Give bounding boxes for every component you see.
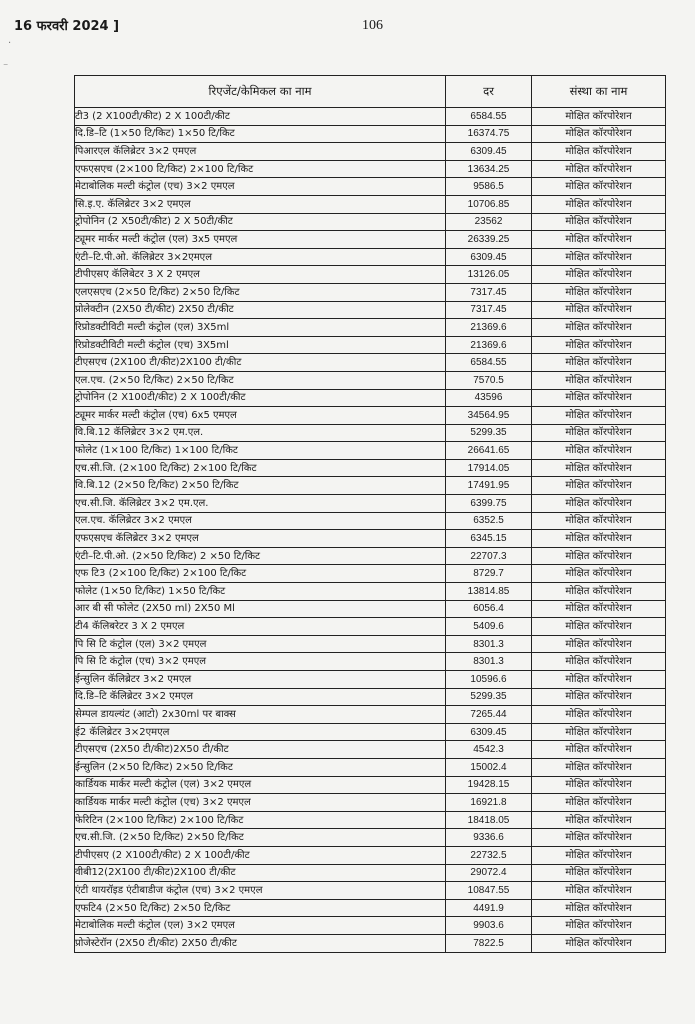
reagent-name-cell: टीएसएच (2X100 टी/कीट)2X100 टी/कीट bbox=[75, 354, 446, 372]
table-row bbox=[75, 283, 666, 301]
reagent-name-cell: वीबी12(2X100 टी/कीट)2X100 टी/कीट bbox=[75, 864, 446, 882]
rate-cell: 17914.05 bbox=[446, 459, 532, 477]
organization-cell: मोक्षित कॉरपोरेशन bbox=[532, 811, 666, 829]
rate-cell: 8301.3 bbox=[446, 635, 532, 653]
rate-cell: 5409.6 bbox=[446, 618, 532, 636]
table-row bbox=[75, 389, 666, 407]
reagent-rate-table bbox=[74, 75, 666, 953]
rate-cell: 6352.5 bbox=[446, 512, 532, 530]
rate-cell: 7317.45 bbox=[446, 301, 532, 319]
rate-cell: 7265.44 bbox=[446, 706, 532, 724]
table-row bbox=[75, 459, 666, 477]
header-date: 16 फरवरी 2024 ] bbox=[14, 19, 120, 34]
rate-cell: 22732.5 bbox=[446, 846, 532, 864]
table-row bbox=[75, 934, 666, 952]
rate-cell: 10596.6 bbox=[446, 671, 532, 689]
rate-cell: 8729.7 bbox=[446, 565, 532, 583]
reagent-name-cell: एंटी–टि.पी.ओ. कॅलिब्रेटर 3×2एमएल bbox=[75, 248, 446, 266]
rate-cell: 13126.05 bbox=[446, 266, 532, 284]
reagent-name-cell: टीएसएच (2X50 टी/कीट)2X50 टी/कीट bbox=[75, 741, 446, 759]
rate-cell: 6399.75 bbox=[446, 495, 532, 513]
reagent-name-cell: एल.एच. (2×50 टि/किट) 2×50 टि/किट bbox=[75, 371, 446, 389]
table-row bbox=[75, 336, 666, 354]
reagent-name-cell: प्रोजेस्टेरॉन (2X50 टी/कीट) 2X50 टी/कीट bbox=[75, 934, 446, 952]
rate-cell: 26641.65 bbox=[446, 442, 532, 460]
rate-cell: 10706.85 bbox=[446, 195, 532, 213]
organization-cell: मोक्षित कॉरपोरेशन bbox=[532, 143, 666, 161]
reagent-name-cell: मेटाबोलिक मल्टी कंट्रोल (एच) 3×2 एमएल bbox=[75, 178, 446, 196]
organization-cell: मोक्षित कॉरपोरेशन bbox=[532, 547, 666, 565]
rate-cell: 26339.25 bbox=[446, 231, 532, 249]
reagent-name-cell: फेरिटिन (2×100 टि/किट) 2×100 टि/किट bbox=[75, 811, 446, 829]
rate-cell: 8301.3 bbox=[446, 653, 532, 671]
table-row bbox=[75, 530, 666, 548]
reagent-name-cell: फोलेट (1×100 टि/किट) 1×100 टि/किट bbox=[75, 442, 446, 460]
reagent-name-cell: मेटाबोलिक मल्टी कंट्रोल (एल) 3×2 एमएल bbox=[75, 917, 446, 935]
organization-cell: मोक्षित कॉरपोरेशन bbox=[532, 442, 666, 460]
organization-cell: मोक्षित कॉरपोरेशन bbox=[532, 283, 666, 301]
reagent-name-cell: ईन्सुलिन कॅलिब्रेटर 3×2 एमएल bbox=[75, 671, 446, 689]
organization-cell: मोक्षित कॉरपोरेशन bbox=[532, 512, 666, 530]
table-row bbox=[75, 706, 666, 724]
table-row bbox=[75, 231, 666, 249]
organization-cell: मोक्षित कॉरपोरेशन bbox=[532, 899, 666, 917]
organization-cell: मोक्षित कॉरपोरेशन bbox=[532, 741, 666, 759]
reagent-name-cell: प्रोलेक्टीन (2X50 टी/कीट) 2X50 टी/कीट bbox=[75, 301, 446, 319]
organization-cell: मोक्षित कॉरपोरेशन bbox=[532, 583, 666, 601]
rate-cell: 9336.6 bbox=[446, 829, 532, 847]
organization-cell: मोक्षित कॉरपोरेशन bbox=[532, 618, 666, 636]
organization-cell: मोक्षित कॉरपोरेशन bbox=[532, 882, 666, 900]
organization-cell: मोक्षित कॉरपोरेशन bbox=[532, 266, 666, 284]
table-row bbox=[75, 160, 666, 178]
table-row bbox=[75, 688, 666, 706]
rate-cell: 9586.5 bbox=[446, 178, 532, 196]
rate-cell: 22707.3 bbox=[446, 547, 532, 565]
reagent-name-cell: एफएसएच कॅलिब्रेटर 3×2 एमएल bbox=[75, 530, 446, 548]
table-row bbox=[75, 723, 666, 741]
organization-cell: मोक्षित कॉरपोरेशन bbox=[532, 846, 666, 864]
table-row bbox=[75, 671, 666, 689]
table-row bbox=[75, 653, 666, 671]
organization-cell: मोक्षित कॉरपोरेशन bbox=[532, 917, 666, 935]
reagent-name-cell: वि.बि.12 कॅलिब्रेटर 3×2 एम.एल. bbox=[75, 424, 446, 442]
table-row bbox=[75, 442, 666, 460]
table-row bbox=[75, 319, 666, 337]
rate-cell: 7570.5 bbox=[446, 371, 532, 389]
rate-cell: 9903.6 bbox=[446, 917, 532, 935]
reagent-name-cell: वि.बि.12 (2×50 टि/किट) 2×50 टि/किट bbox=[75, 477, 446, 495]
reagent-name-cell: दि.डि–टि (1×50 टि/किट) 1×50 टि/किट bbox=[75, 125, 446, 143]
organization-cell: मोक्षित कॉरपोरेशन bbox=[532, 829, 666, 847]
table-row bbox=[75, 794, 666, 812]
table-row bbox=[75, 354, 666, 372]
rate-cell: 19428.15 bbox=[446, 776, 532, 794]
column-header-rate: दर bbox=[446, 76, 532, 108]
reagent-name-cell: कार्डियक मार्कर मल्टी कंट्रोल (एल) 3×2 एमएल bbox=[75, 776, 446, 794]
table-row bbox=[75, 477, 666, 495]
reagent-name-cell: रिप्रोडक्टीविटी मल्टी कंट्रोल (एच) 3X5ml bbox=[75, 336, 446, 354]
rate-cell: 4491.9 bbox=[446, 899, 532, 917]
rate-cell: 17491.95 bbox=[446, 477, 532, 495]
organization-cell: मोक्षित कॉरपोरेशन bbox=[532, 723, 666, 741]
table-row bbox=[75, 195, 666, 213]
rate-cell: 21369.6 bbox=[446, 319, 532, 337]
organization-cell: मोक्षित कॉरपोरेशन bbox=[532, 934, 666, 952]
reagent-name-cell: ट्यूमर मार्कर मल्टी कंट्रोल (एच) 6x5 एमएल bbox=[75, 407, 446, 425]
reagent-name-cell: ट्रोपोनिन (2 X50टी/कीट) 2 X 50टी/कीट bbox=[75, 213, 446, 231]
rate-cell: 15002.4 bbox=[446, 758, 532, 776]
table-row bbox=[75, 864, 666, 882]
table-row bbox=[75, 618, 666, 636]
table-row bbox=[75, 758, 666, 776]
table-row bbox=[75, 178, 666, 196]
reagent-name-cell: कार्डियक मार्कर मल्टी कंट्रोल (एच) 3×2 एमएल bbox=[75, 794, 446, 812]
reagent-name-cell: फोलेट (1×50 टि/किट) 1×50 टि/किट bbox=[75, 583, 446, 601]
rate-cell: 5299.35 bbox=[446, 424, 532, 442]
organization-cell: मोक्षित कॉरपोरेशन bbox=[532, 758, 666, 776]
rate-cell: 16374.75 bbox=[446, 125, 532, 143]
reagent-name-cell: टी4 कॅलिबरेटर 3 X 2 एमएल bbox=[75, 618, 446, 636]
page-number: 106 bbox=[362, 18, 383, 33]
table-row bbox=[75, 248, 666, 266]
organization-cell: मोक्षित कॉरपोरेशन bbox=[532, 108, 666, 126]
table-row bbox=[75, 407, 666, 425]
rate-cell: 29072.4 bbox=[446, 864, 532, 882]
reagent-name-cell: एंटी–टि.पी.ओ. (2×50 टि/किट) 2 ×50 टि/किट bbox=[75, 547, 446, 565]
table-row bbox=[75, 108, 666, 126]
organization-cell: मोक्षित कॉरपोरेशन bbox=[532, 231, 666, 249]
scan-speck: ⁻ bbox=[3, 62, 9, 73]
rate-cell: 6584.55 bbox=[446, 108, 532, 126]
rate-cell: 7822.5 bbox=[446, 934, 532, 952]
organization-cell: मोक्षित कॉरपोरेशन bbox=[532, 389, 666, 407]
rate-cell: 5299.35 bbox=[446, 688, 532, 706]
rate-cell: 18418.05 bbox=[446, 811, 532, 829]
organization-cell: मोक्षित कॉरपोरेशन bbox=[532, 706, 666, 724]
organization-cell: मोक्षित कॉरपोरेशन bbox=[532, 530, 666, 548]
reagent-name-cell: एच.सी.जि. (2×100 टि/किट) 2×100 टि/किट bbox=[75, 459, 446, 477]
organization-cell: मोक्षित कॉरपोरेशन bbox=[532, 125, 666, 143]
table-row bbox=[75, 917, 666, 935]
rate-cell: 34564.95 bbox=[446, 407, 532, 425]
reagent-name-cell: टी3 (2 X100टी/कीट) 2 X 100टी/कीट bbox=[75, 108, 446, 126]
rate-cell: 6584.55 bbox=[446, 354, 532, 372]
reagent-name-cell: रिप्रोडक्टीविटी मल्टी कंट्रोल (एल) 3X5ml bbox=[75, 319, 446, 337]
table-row bbox=[75, 565, 666, 583]
reagent-name-cell: ईन्सुलिन (2×50 टि/किट) 2×50 टि/किट bbox=[75, 758, 446, 776]
organization-cell: मोक्षित कॉरपोरेशन bbox=[532, 565, 666, 583]
reagent-name-cell: एफएसएच (2×100 टि/किट) 2×100 टि/किट bbox=[75, 160, 446, 178]
table-row bbox=[75, 495, 666, 513]
organization-cell: मोक्षित कॉरपोरेशन bbox=[532, 459, 666, 477]
organization-cell: मोक्षित कॉरपोरेशन bbox=[532, 794, 666, 812]
table-row bbox=[75, 899, 666, 917]
rate-cell: 13814.85 bbox=[446, 583, 532, 601]
organization-cell: मोक्षित कॉरपोरेशन bbox=[532, 635, 666, 653]
rate-cell: 6309.45 bbox=[446, 248, 532, 266]
rate-cell: 7317.45 bbox=[446, 283, 532, 301]
rate-cell: 6309.45 bbox=[446, 143, 532, 161]
table-row bbox=[75, 125, 666, 143]
column-header-name: रिएजेंट/केमिकल का नाम bbox=[75, 76, 446, 108]
organization-cell: मोक्षित कॉरपोरेशन bbox=[532, 178, 666, 196]
rate-cell: 13634.25 bbox=[446, 160, 532, 178]
rate-cell: 43596 bbox=[446, 389, 532, 407]
organization-cell: मोक्षित कॉरपोरेशन bbox=[532, 195, 666, 213]
reagent-name-cell: एंटी थायरॉइड एंटीबाडीज कंट्रोल (एच) 3×2 एमएल bbox=[75, 882, 446, 900]
rate-cell: 6056.4 bbox=[446, 600, 532, 618]
table-header-row bbox=[75, 76, 666, 108]
organization-cell: मोक्षित कॉरपोरेशन bbox=[532, 600, 666, 618]
rate-cell: 21369.6 bbox=[446, 336, 532, 354]
reagent-name-cell: एफटि4 (2×50 टि/किट) 2×50 टि/किट bbox=[75, 899, 446, 917]
organization-cell: मोक्षित कॉरपोरेशन bbox=[532, 407, 666, 425]
table-row bbox=[75, 213, 666, 231]
table-row bbox=[75, 143, 666, 161]
organization-cell: मोक्षित कॉरपोरेशन bbox=[532, 776, 666, 794]
rate-cell: 6345.15 bbox=[446, 530, 532, 548]
table-row bbox=[75, 811, 666, 829]
organization-cell: मोक्षित कॉरपोरेशन bbox=[532, 371, 666, 389]
reagent-name-cell: पिआरएल कॅलिब्रेटर 3×2 एमएल bbox=[75, 143, 446, 161]
table-row bbox=[75, 829, 666, 847]
organization-cell: मोक्षित कॉरपोरेशन bbox=[532, 301, 666, 319]
reagent-name-cell: पि सि टि कंट्रोल (एल) 3×2 एमएल bbox=[75, 635, 446, 653]
reagent-name-cell: सि.इ.ए. कॅलिब्रेटर 3×2 एमएल bbox=[75, 195, 446, 213]
table-row bbox=[75, 266, 666, 284]
rate-cell: 23562 bbox=[446, 213, 532, 231]
rate-cell: 16921.8 bbox=[446, 794, 532, 812]
reagent-name-cell: एफ टि3 (2×100 टि/किट) 2×100 टि/किट bbox=[75, 565, 446, 583]
reagent-name-cell: एल.एच. कॅलिब्रेटर 3×2 एमएल bbox=[75, 512, 446, 530]
reagent-name-cell: ई2 कॅलिब्रेटर 3×2एमएल bbox=[75, 723, 446, 741]
organization-cell: मोक्षित कॉरपोरेशन bbox=[532, 160, 666, 178]
table-row bbox=[75, 882, 666, 900]
organization-cell: मोक्षित कॉरपोरेशन bbox=[532, 354, 666, 372]
reagent-name-cell: टीपीएसए (2 X100टी/कीट) 2 X 100टी/कीट bbox=[75, 846, 446, 864]
table-row bbox=[75, 776, 666, 794]
reagent-name-cell: दि.डि–टि कॅलिब्रेटर 3×2 एमएल bbox=[75, 688, 446, 706]
table-row bbox=[75, 583, 666, 601]
table-body bbox=[75, 108, 666, 953]
reagent-name-cell: एलएसएच (2×50 टि/किट) 2×50 टि/किट bbox=[75, 283, 446, 301]
organization-cell: मोक्षित कॉरपोरेशन bbox=[532, 671, 666, 689]
organization-cell: मोक्षित कॉरपोरेशन bbox=[532, 477, 666, 495]
reagent-name-cell: पि सि टि कंट्रोल (एच) 3×2 एमएल bbox=[75, 653, 446, 671]
reagent-name-cell: ट्यूमर मार्कर मल्टी कंट्रोल (एल) 3x5 एमएल bbox=[75, 231, 446, 249]
table-row bbox=[75, 600, 666, 618]
table-row bbox=[75, 741, 666, 759]
table-row bbox=[75, 424, 666, 442]
table-row bbox=[75, 846, 666, 864]
reagent-name-cell: टीपीएसए कॅलिबेटर 3 X 2 एमएल bbox=[75, 266, 446, 284]
table-row bbox=[75, 635, 666, 653]
table-row bbox=[75, 301, 666, 319]
organization-cell: मोक्षित कॉरपोरेशन bbox=[532, 424, 666, 442]
table-row bbox=[75, 512, 666, 530]
organization-cell: मोक्षित कॉरपोरेशन bbox=[532, 495, 666, 513]
table-row bbox=[75, 371, 666, 389]
organization-cell: मोक्षित कॉरपोरेशन bbox=[532, 248, 666, 266]
table-row bbox=[75, 547, 666, 565]
rate-cell: 6309.45 bbox=[446, 723, 532, 741]
page-header bbox=[0, 0, 695, 73]
organization-cell: मोक्षित कॉरपोरेशन bbox=[532, 336, 666, 354]
reagent-name-cell: सेम्पल डायल्यंट (आटो) 2x30ml पर बाक्स bbox=[75, 706, 446, 724]
rate-cell: 10847.55 bbox=[446, 882, 532, 900]
organization-cell: मोक्षित कॉरपोरेशन bbox=[532, 653, 666, 671]
organization-cell: मोक्षित कॉरपोरेशन bbox=[532, 213, 666, 231]
reagent-name-cell: ट्रोपोनिन (2 X100टी/कीट) 2 X 100टी/कीट bbox=[75, 389, 446, 407]
reagent-name-cell: एच.सी.जि. कॅलिब्रेटर 3×2 एम.एल. bbox=[75, 495, 446, 513]
reagent-name-cell: आर बी सी फोलेट (2X50 ml) 2X50 Ml bbox=[75, 600, 446, 618]
column-header-org: संस्था का नाम bbox=[532, 76, 666, 108]
reagent-name-cell: एच.सी.जि. (2×50 टि/किट) 2×50 टि/किट bbox=[75, 829, 446, 847]
organization-cell: मोक्षित कॉरपोरेशन bbox=[532, 864, 666, 882]
organization-cell: मोक्षित कॉरपोरेशन bbox=[532, 688, 666, 706]
rate-cell: 4542.3 bbox=[446, 741, 532, 759]
scan-speck: · bbox=[8, 38, 12, 49]
organization-cell: मोक्षित कॉरपोरेशन bbox=[532, 319, 666, 337]
